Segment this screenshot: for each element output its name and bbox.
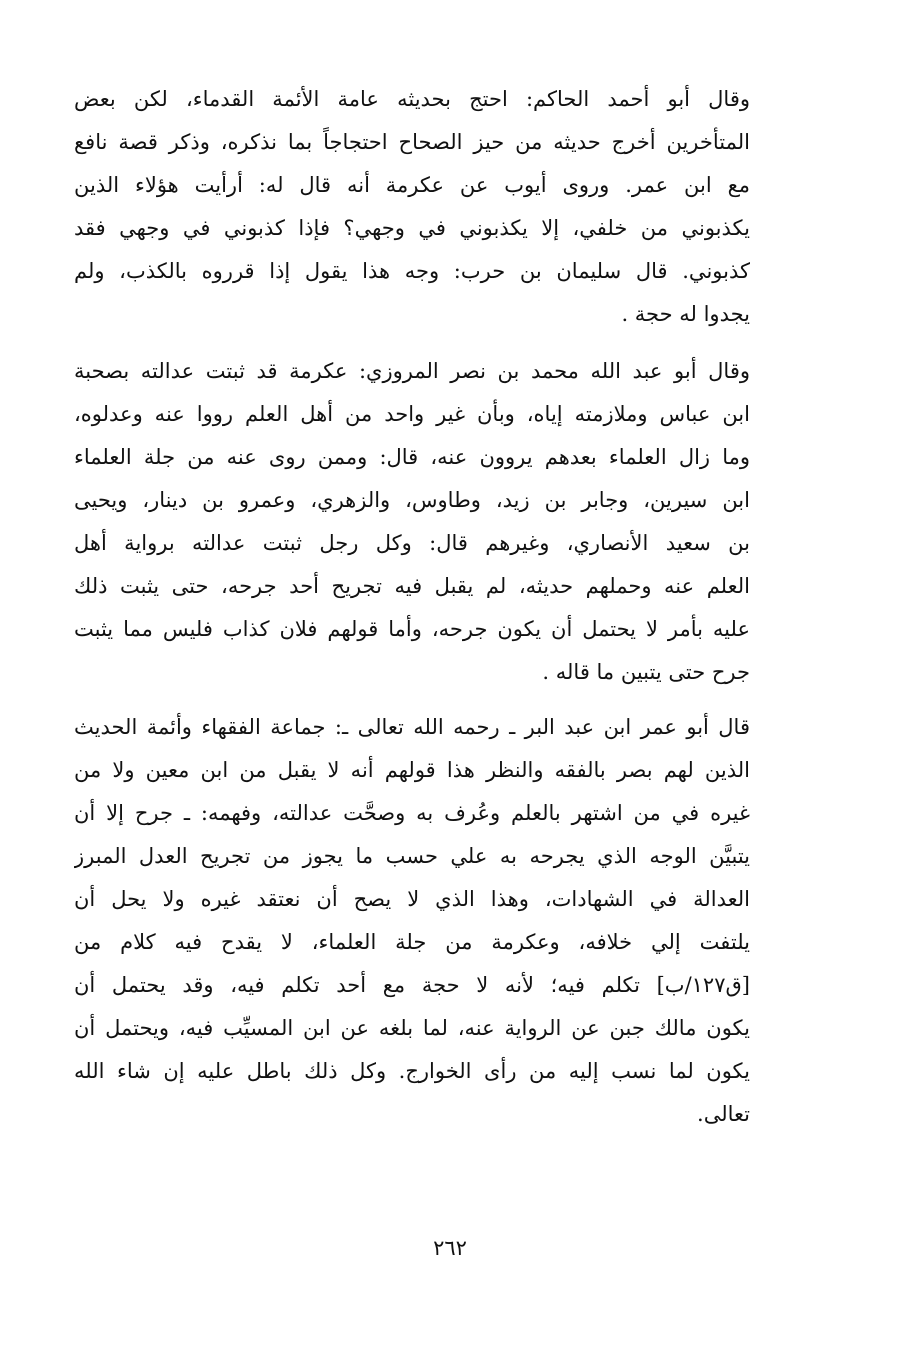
paragraph-gap xyxy=(74,336,750,350)
text-line: مع ابن عمر. وروى أيوب عن عكرمة أنه قال له: أرأيت هؤلاء الذين xyxy=(74,173,750,197)
text-line: عليه بأمر لا يحتمل أن يكون جرحه، وأما قولهم فلان كذاب فليس مما يثبت xyxy=(74,617,750,641)
text-line: قال أبو عمر ابن عبد البر ـ رحمه الله تعالى ـ: جماعة الفقهاء وأئمة الحديث xyxy=(74,715,750,739)
text-line: وما زال العلماء بعدهم يروون عنه، قال: وممن روى عنه من جلة العلماء xyxy=(74,445,750,469)
text-line: يتبيَّن الوجه الذي يجرحه به علي حسب ما يجوز من تجريح العدل المبرز xyxy=(74,844,750,868)
text-line: ابن سيرين، وجابر بن زيد، وطاوس، والزهري، وعمرو بن دينار، ويحيى xyxy=(74,488,750,512)
text-line: العدالة في الشهادات، وهذا الذي لا يصح أن نعتقد غيره ولا يحل أن xyxy=(74,887,750,911)
text-line: يلتفت إلي خلافه، وعكرمة من جلة العلماء، لا يقدح فيه كلام من xyxy=(74,930,750,954)
paragraph-gap xyxy=(74,694,750,706)
page-number: ٢٦٢ xyxy=(433,1236,467,1260)
text-line: يكون مالك جبن عن الرواية عنه، لما بلغه عن ابن المسيِّب فيه، ويحتمل أن xyxy=(74,1016,750,1040)
text-line: بن سعيد الأنصاري، وغيرهم قال: وكل رجل ثبتت عدالته برواية أهل xyxy=(74,531,750,555)
text-line: يجدوا له حجة . xyxy=(621,302,750,326)
text-line: المتأخرين أخرج حديثه من حيز الصحاح احتجاجاً بما نذكره، وذكر قصة نافع xyxy=(74,130,750,154)
text-line: الذين لهم بصر بالفقه والنظر هذا قولهم أنه لا يقبل من ابن معين ولا من xyxy=(74,758,750,782)
text-line: جرح حتى يتبين ما قاله . xyxy=(542,660,750,684)
text-line: يكون لما نسب إليه من رأى الخوارج. وكل ذلك باطل عليه إن شاء الله xyxy=(74,1059,750,1083)
text-line: كذبوني. قال سليمان بن حرب: وجه هذا يقول إذا قرروه بالكذب، ولم xyxy=(74,259,750,283)
text-line: يكذبوني من خلفي، إلا يكذبوني في وجهي؟ فإذا كذبوني في وجهي فقد xyxy=(74,216,750,240)
text-line: غيره في من اشتهر بالعلم وعُرف به وصحَّت عدالته، وفهمه: ـ جرح إلا أن xyxy=(74,801,750,825)
text-line: [ق١٢٧/ب] تكلم فيه؛ لأنه لا حجة مع أحد تكلم فيه، وقد يحتمل أن xyxy=(74,973,750,997)
text-line: تعالى. xyxy=(697,1102,750,1126)
paragraph-2 xyxy=(74,350,750,694)
text-line: ابن عباس وملازمته إياه، وبأن غير واحد من أهل العلم رووا عنه وعدلوه، xyxy=(74,402,750,426)
text-line: وقال أبو أحمد الحاكم: احتج بحديثه عامة الأئمة القدماء، لكن بعض xyxy=(74,87,750,111)
page-body xyxy=(74,78,750,1136)
paragraph-3 xyxy=(74,706,750,1136)
text-line: العلم عنه وحملهم حديثه، لم يقبل فيه تجريح أحد جرحه، حتى يثبت ذلك xyxy=(74,574,750,598)
text-line: وقال أبو عبد الله محمد بن نصر المروزي: عكرمة قد ثبتت عدالته بصحبة xyxy=(74,359,750,383)
paragraph-1 xyxy=(74,78,750,336)
